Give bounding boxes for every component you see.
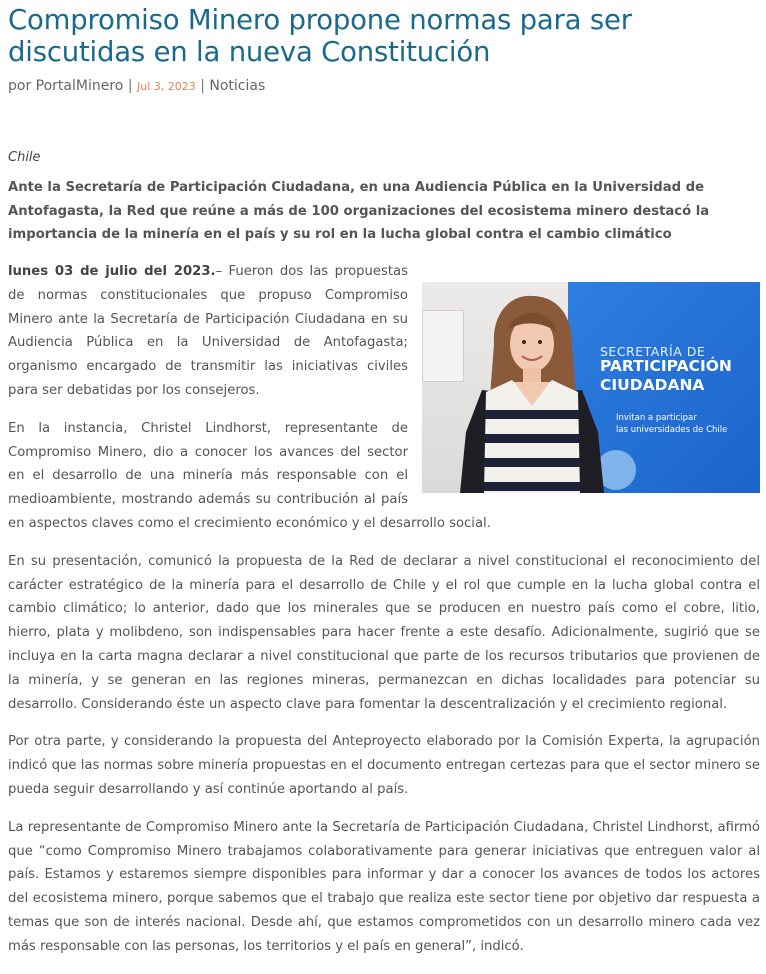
paragraph-1-text: – Fueron dos las propuestas de normas constitucionales que propuso Compromiso Minero ante la Secretaría de Participación Ciudadana en su Audiencia Pública en la Universidad de Antofagasta; organismo encargado de transmitir las iniciativas civiles para ser debatidas por los consejeros. <box>8 264 408 398</box>
article-photo <box>422 282 760 493</box>
dateline: lunes 03 de julio del 2023. <box>8 264 216 279</box>
article-meta <box>8 78 265 94</box>
category-link[interactable]: Noticias <box>209 78 266 94</box>
article-body <box>8 260 760 973</box>
publish-date: Jul 3, 2023 <box>136 80 196 93</box>
banner-text: CIUDADANA <box>600 376 705 394</box>
paragraph-4: Por otra parte, y considerando la propuesta del Anteproyecto elaborado por la Comisión Experta, la agrupación indicó que las normas sobre minería propuestas en el documento entregan certezas para que el sector minero se pueda seguir desarrollando y así continúe aportando al país. <box>8 734 760 797</box>
article-lead: Ante la Secretaría de Participación Ciudadana, en una Audiencia Pública en la Universidad de Antofagasta, la Red que reúne a más de 100 organizaciones del ecosistema minero destacó la importancia de la minería en el país y su rol en la lucha global contra el cambio climático <box>8 180 710 242</box>
banner-text: PARTICIPACIÓN <box>600 357 732 375</box>
meta-separator: | <box>127 78 133 94</box>
banner-text: Invitan a participar <box>616 413 697 423</box>
author-link[interactable]: por PortalMinero <box>8 78 124 94</box>
paragraph-5: La representante de Compromiso Minero ante la Secretaría de Participación Ciudadana, Christel Lindhorst, afirmó que “como Compromiso Minero trabajamos colaborativamente para generar iniciativas que entreguen valor al país. Estamos y estaremos siempre disponibles para informar y dar a conocer los avances de todos los actores del ecosistema minero, porque sabemos que el trabajo que realiza este sector tiene por objetivo dar respuesta a temas que son de interés nacional. Desde ahí, que estamos comprometidos con un desarrollo minero cada vez más responsable con las personas, los territorios y el país en general”, indicó. <box>8 819 760 954</box>
person-illustration <box>422 282 760 493</box>
paragraph-3: En su presentación, comunicó la propuesta de la Red de declarar a nivel constitucional el reconocimiento del carácter estratégico de la minería para el desarrollo de Chile y el rol que cumple en la lucha global contra el cambio climático; lo anterior, dado que los minerales que se producen en nuestro país como el cobre, litio, hierro, plata y molibdeno, son indispensables para hacer frente a este desafío. Adicionalmente, sugirió que se incluya en la carta magna declarar a nivel constitucional que parte de los recursos tributarios que provienen de la minería, y se generan en las regiones mineras, permanezcan en dichas localidades para potenciar su desarrollo. Considerando éste un aspecto clave para fomentar la descentralización y el crecimiento regional. <box>8 553 760 712</box>
paragraph-2: En la instancia, Christel Lindhorst, representante de Compromiso Minero, dio a conocer los avances del sector en el desarrollo de una minería más responsable con el medioambiente, mostrando además su contribución al país en aspectos claves como el crecimiento económico y el desarrollo social. <box>8 420 491 531</box>
meta-separator: | <box>200 78 205 94</box>
banner-text: las universidades de Chile <box>616 425 728 435</box>
article-title: Compromiso Minero propone normas para ser discutidas en la nueva Constitución <box>8 4 632 68</box>
location-label: Chile <box>8 150 41 165</box>
banner-text: SECRETARÍA DE <box>600 344 706 359</box>
